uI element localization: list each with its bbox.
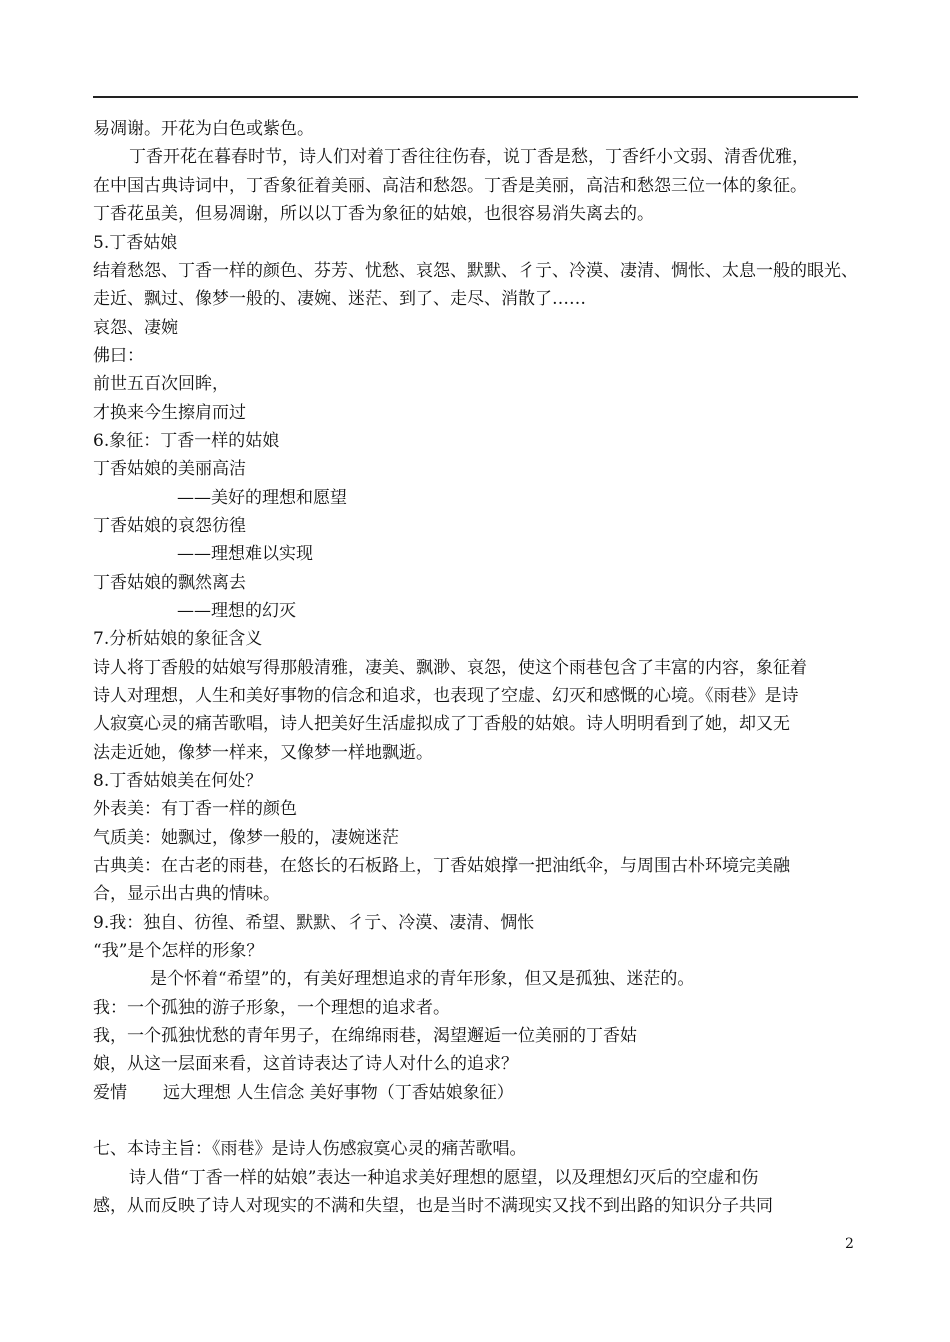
- text-line: 感，从而反映了诗人对现实的不满和失望，也是当时不满现实又找不到出路的知识分子共同: [93, 1196, 773, 1216]
- header-rule: [93, 96, 858, 98]
- section-heading-8: 8.丁香姑娘美在何处？: [93, 771, 263, 791]
- paragraph-first-line: 是个怀着“希望”的，有美好理想追求的青年形象，但又是孤独、迷茫的。: [150, 969, 695, 989]
- text-line: 娘，从这一层面来看，这首诗表达了诗人对什么的追求？: [93, 1054, 518, 1074]
- paragraph-first-line: 诗人借“丁香一样的姑娘”表达一种追求美好理想的愿望，以及理想幻灭后的空虚和伤: [129, 1168, 759, 1188]
- text-line: 丁香姑娘的哀怨彷徨: [93, 516, 246, 536]
- text-line: 丁香姑娘的美丽高洁: [93, 459, 246, 479]
- text-line: 外表美：有丁香一样的颜色: [93, 799, 297, 819]
- text-line: 我：一个孤独的游子形象，一个理想的追求者。: [93, 998, 450, 1018]
- text-line: 才换来今生擦肩而过: [93, 403, 246, 423]
- section-heading-theme: 七、本诗主旨：《雨巷》是诗人伤感寂寞心灵的痛苦歌唱。: [93, 1139, 527, 1159]
- symbol-meaning-line: ——理想的幻灭: [177, 601, 296, 621]
- symbol-meaning-line: ——美好的理想和愿望: [177, 488, 347, 508]
- text-line: 法走近她，像梦一样来，又像梦一样地飘逝。: [93, 743, 433, 763]
- text-line: 丁香姑娘的飘然离去: [93, 573, 246, 593]
- section-heading-6: 6.象征：丁香一样的姑娘: [93, 431, 280, 451]
- text-line: 诗人将丁香般的姑娘写得那般清雅，凄美、飘渺、哀怨，使这个雨巷包含了丰富的内容，象征着: [93, 658, 807, 678]
- text-line: 丁香花虽美，但易凋谢，所以以丁香为象征的姑娘，也很容易消失离去的。: [93, 204, 654, 224]
- text-line: 佛曰：: [93, 346, 144, 366]
- text-line: 易凋谢。开花为白色或紫色。: [93, 119, 314, 139]
- symbol-meaning-line: ——理想难以实现: [177, 544, 313, 564]
- answer-line: [93, 1082, 514, 1104]
- text-line: “我”是个怎样的形象？: [93, 941, 264, 961]
- page-number: 2: [845, 1236, 854, 1252]
- text-line: 前世五百次回眸，: [93, 374, 229, 394]
- text-line: 我，一个孤独忧愁的青年男子，在绵绵雨巷，渴望邂逅一位美丽的丁香姑: [93, 1026, 637, 1046]
- text-line: 结着愁怨、丁香一样的颜色、芬芳、忧愁、哀怨、默默、彳亍、冷漠、凄清、惆怅、太息一般的眼光、: [93, 261, 858, 281]
- text-line: 诗人对理想，人生和美好事物的信念和追求，也表现了空虚、幻灭和感慨的心境。《雨巷》是诗: [93, 686, 799, 706]
- text-line: 走近、飘过、像梦一般的、凄婉、迷茫、到了、走尽、消散了……: [93, 289, 586, 309]
- section-heading-9: 9.我：独自、彷徨、希望、默默、彳亍、冷漠、凄清、惆怅: [93, 913, 535, 933]
- answer-love: 爱情: [93, 1083, 127, 1103]
- text-line: 人寂寞心灵的痛苦歌唱，诗人把美好生活虚拟成了丁香般的姑娘。诗人明明看到了她，却又无: [93, 714, 790, 734]
- text-line: 古典美：在古老的雨巷，在悠长的石板路上，丁香姑娘撑一把油纸伞，与周围古朴环境完美融: [93, 856, 790, 876]
- paragraph-first-line: 丁香开花在暮春时节，诗人们对着丁香往往伤春，说丁香是愁，丁香纤小文弱、清香优雅，: [129, 147, 809, 167]
- text-line: 气质美：她飘过，像梦一般的，凄婉迷茫: [93, 828, 399, 848]
- text-line: 在中国古典诗词中，丁香象征着美丽、高洁和愁怨。丁香是美丽，高洁和愁怨三位一体的象征。: [93, 176, 807, 196]
- text-line: 哀怨、凄婉: [93, 318, 178, 338]
- answer-ideals: 远大理想 人生信念 美好事物（丁香姑娘象征）: [163, 1083, 514, 1103]
- text-line: 合，显示出古典的情味。: [93, 884, 280, 904]
- section-heading-5: 5.丁香姑娘: [93, 233, 178, 253]
- section-heading-7: 7.分析姑娘的象征含义: [93, 629, 263, 649]
